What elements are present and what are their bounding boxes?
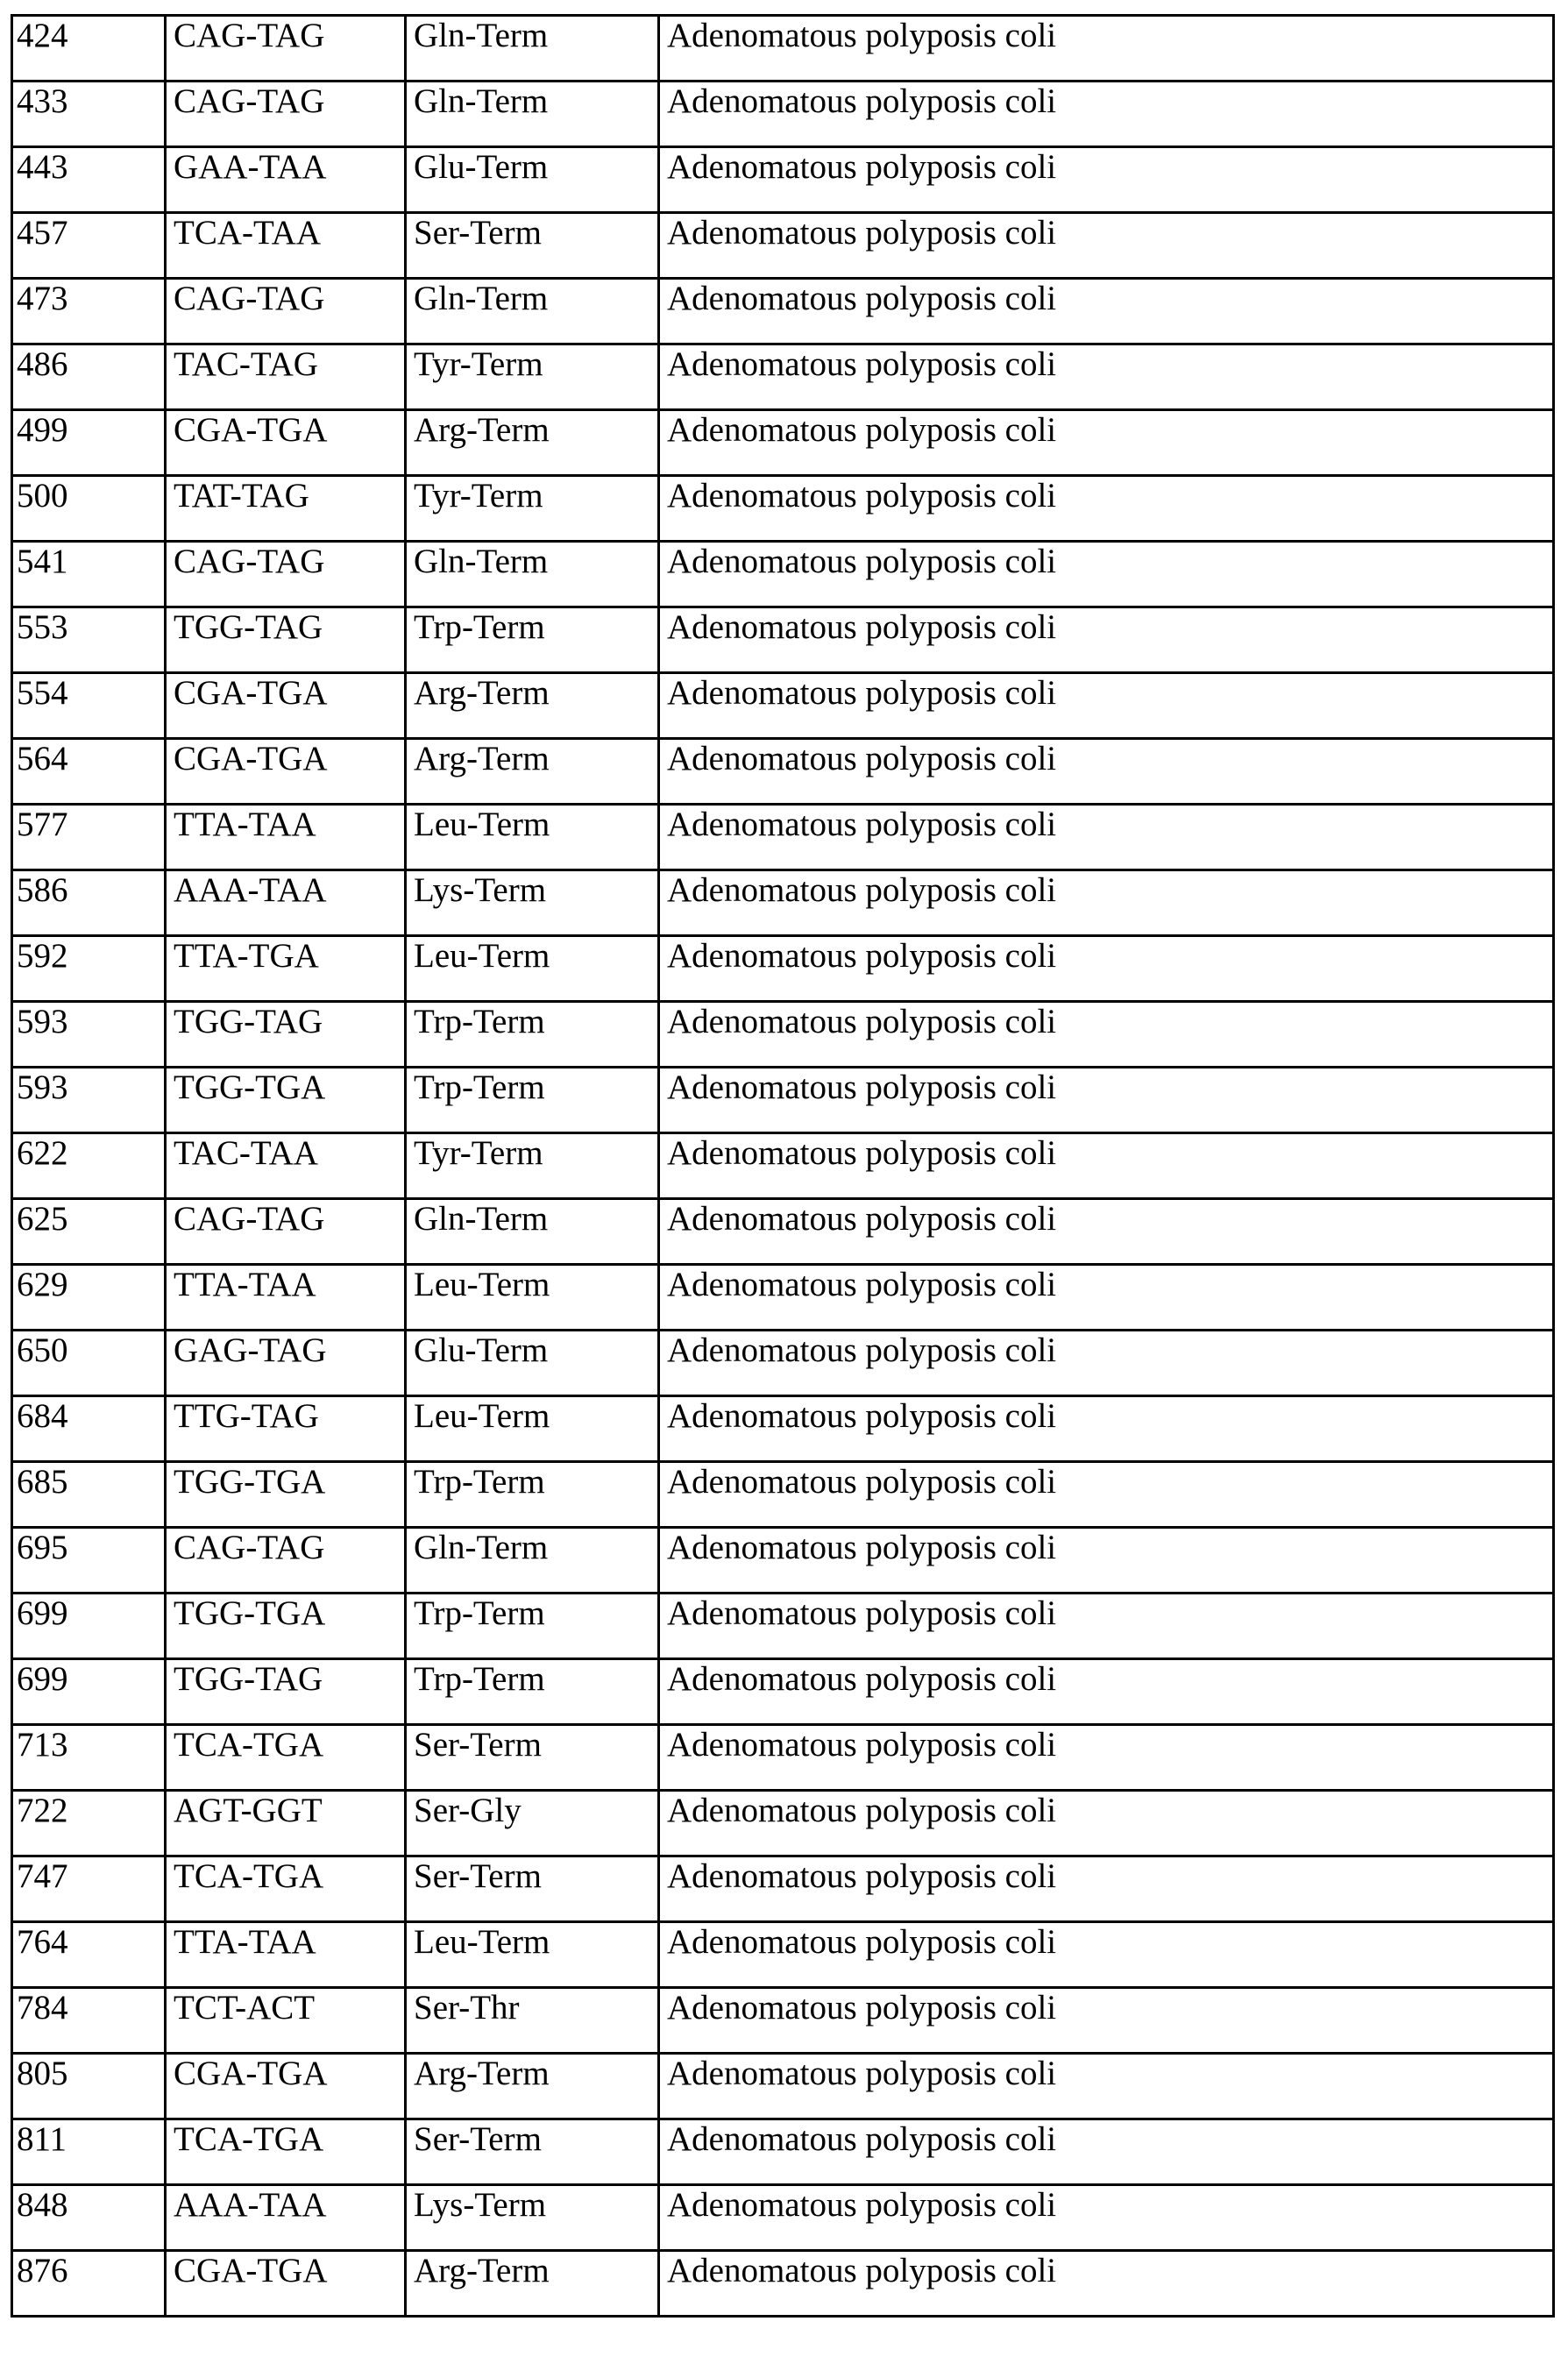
nucleotide-change-cell: TCA-TGA bbox=[166, 2119, 406, 2185]
codon-cell: 541 bbox=[12, 542, 166, 607]
disease-cell: Adenomatous polyposis coli bbox=[659, 1462, 1554, 1528]
codon-cell: 586 bbox=[12, 870, 166, 936]
nucleotide-change-cell: TAC-TAG bbox=[166, 344, 406, 410]
table-row bbox=[12, 2251, 1554, 2317]
amino-acid-change-cell: Tyr-Term bbox=[406, 1133, 659, 1199]
codon-cell: 722 bbox=[12, 1791, 166, 1856]
nucleotide-change-cell: TCA-TGA bbox=[166, 1725, 406, 1791]
table-row bbox=[12, 1462, 1554, 1528]
amino-acid-change-cell: Gln-Term bbox=[406, 1528, 659, 1594]
disease-cell: Adenomatous polyposis coli bbox=[659, 739, 1554, 805]
codon-cell: 699 bbox=[12, 1659, 166, 1725]
codon-cell: 685 bbox=[12, 1462, 166, 1528]
amino-acid-change-cell: Tyr-Term bbox=[406, 476, 659, 542]
codon-cell: 593 bbox=[12, 1002, 166, 1068]
codon-cell: 593 bbox=[12, 1068, 166, 1133]
amino-acid-change-cell: Arg-Term bbox=[406, 2054, 659, 2119]
disease-cell: Adenomatous polyposis coli bbox=[659, 542, 1554, 607]
amino-acid-change-cell: Ser-Thr bbox=[406, 1988, 659, 2054]
codon-cell: 564 bbox=[12, 739, 166, 805]
table-row bbox=[12, 870, 1554, 936]
amino-acid-change-cell: Leu-Term bbox=[406, 1922, 659, 1988]
table-row bbox=[12, 82, 1554, 147]
nucleotide-change-cell: CAG-TAG bbox=[166, 1199, 406, 1265]
nucleotide-change-cell: TGG-TGA bbox=[166, 1462, 406, 1528]
table-row bbox=[12, 1988, 1554, 2054]
table-row bbox=[12, 2119, 1554, 2185]
disease-cell: Adenomatous polyposis coli bbox=[659, 1528, 1554, 1594]
table-row bbox=[12, 673, 1554, 739]
disease-cell: Adenomatous polyposis coli bbox=[659, 805, 1554, 870]
nucleotide-change-cell: TTA-TAA bbox=[166, 1265, 406, 1331]
amino-acid-change-cell: Ser-Term bbox=[406, 213, 659, 279]
table-row bbox=[12, 1856, 1554, 1922]
amino-acid-change-cell: Arg-Term bbox=[406, 673, 659, 739]
table-row bbox=[12, 1068, 1554, 1133]
codon-cell: 805 bbox=[12, 2054, 166, 2119]
amino-acid-change-cell: Trp-Term bbox=[406, 1068, 659, 1133]
table-row bbox=[12, 1659, 1554, 1725]
codon-cell: 499 bbox=[12, 410, 166, 476]
codon-cell: 592 bbox=[12, 936, 166, 1002]
codon-cell: 747 bbox=[12, 1856, 166, 1922]
amino-acid-change-cell: Gln-Term bbox=[406, 279, 659, 344]
table-row bbox=[12, 936, 1554, 1002]
nucleotide-change-cell: CAG-TAG bbox=[166, 82, 406, 147]
nucleotide-change-cell: CAG-TAG bbox=[166, 16, 406, 82]
amino-acid-change-cell: Lys-Term bbox=[406, 870, 659, 936]
disease-cell: Adenomatous polyposis coli bbox=[659, 1856, 1554, 1922]
amino-acid-change-cell: Leu-Term bbox=[406, 805, 659, 870]
table-row bbox=[12, 1133, 1554, 1199]
table-row bbox=[12, 805, 1554, 870]
codon-cell: 486 bbox=[12, 344, 166, 410]
codon-cell: 650 bbox=[12, 1331, 166, 1396]
codon-cell: 577 bbox=[12, 805, 166, 870]
table-row bbox=[12, 2185, 1554, 2251]
nucleotide-change-cell: TCA-TGA bbox=[166, 1856, 406, 1922]
codon-cell: 553 bbox=[12, 607, 166, 673]
codon-cell: 457 bbox=[12, 213, 166, 279]
nucleotide-change-cell: CAG-TAG bbox=[166, 542, 406, 607]
nucleotide-change-cell: CGA-TGA bbox=[166, 2251, 406, 2317]
disease-cell: Adenomatous polyposis coli bbox=[659, 1002, 1554, 1068]
codon-cell: 625 bbox=[12, 1199, 166, 1265]
amino-acid-change-cell: Gln-Term bbox=[406, 542, 659, 607]
amino-acid-change-cell: Trp-Term bbox=[406, 607, 659, 673]
nucleotide-change-cell: CGA-TGA bbox=[166, 2054, 406, 2119]
table-row bbox=[12, 1331, 1554, 1396]
disease-cell: Adenomatous polyposis coli bbox=[659, 1594, 1554, 1659]
nucleotide-change-cell: CGA-TGA bbox=[166, 410, 406, 476]
disease-cell: Adenomatous polyposis coli bbox=[659, 1725, 1554, 1791]
codon-cell: 876 bbox=[12, 2251, 166, 2317]
codon-cell: 622 bbox=[12, 1133, 166, 1199]
nucleotide-change-cell: TGG-TAG bbox=[166, 1002, 406, 1068]
codon-cell: 695 bbox=[12, 1528, 166, 1594]
codon-cell: 684 bbox=[12, 1396, 166, 1462]
nucleotide-change-cell: GAG-TAG bbox=[166, 1331, 406, 1396]
nucleotide-change-cell: TTA-TAA bbox=[166, 1922, 406, 1988]
amino-acid-change-cell: Trp-Term bbox=[406, 1002, 659, 1068]
table-row bbox=[12, 1594, 1554, 1659]
nucleotide-change-cell: CAG-TAG bbox=[166, 1528, 406, 1594]
amino-acid-change-cell: Glu-Term bbox=[406, 147, 659, 213]
mutation-table-body bbox=[12, 16, 1554, 2317]
amino-acid-change-cell: Lys-Term bbox=[406, 2185, 659, 2251]
disease-cell: Adenomatous polyposis coli bbox=[659, 936, 1554, 1002]
amino-acid-change-cell: Ser-Gly bbox=[406, 1791, 659, 1856]
disease-cell: Adenomatous polyposis coli bbox=[659, 410, 1554, 476]
amino-acid-change-cell: Ser-Term bbox=[406, 2119, 659, 2185]
table-row bbox=[12, 1725, 1554, 1791]
disease-cell: Adenomatous polyposis coli bbox=[659, 2119, 1554, 2185]
nucleotide-change-cell: TCA-TAA bbox=[166, 213, 406, 279]
disease-cell: Adenomatous polyposis coli bbox=[659, 1133, 1554, 1199]
amino-acid-change-cell: Glu-Term bbox=[406, 1331, 659, 1396]
nucleotide-change-cell: TGG-TGA bbox=[166, 1068, 406, 1133]
disease-cell: Adenomatous polyposis coli bbox=[659, 213, 1554, 279]
nucleotide-change-cell: TTA-TAA bbox=[166, 805, 406, 870]
disease-cell: Adenomatous polyposis coli bbox=[659, 1988, 1554, 2054]
disease-cell: Adenomatous polyposis coli bbox=[659, 344, 1554, 410]
disease-cell: Adenomatous polyposis coli bbox=[659, 2185, 1554, 2251]
codon-cell: 713 bbox=[12, 1725, 166, 1791]
amino-acid-change-cell: Arg-Term bbox=[406, 410, 659, 476]
codon-cell: 554 bbox=[12, 673, 166, 739]
amino-acid-change-cell: Ser-Term bbox=[406, 1856, 659, 1922]
amino-acid-change-cell: Trp-Term bbox=[406, 1462, 659, 1528]
disease-cell: Adenomatous polyposis coli bbox=[659, 1396, 1554, 1462]
amino-acid-change-cell: Gln-Term bbox=[406, 16, 659, 82]
amino-acid-change-cell: Arg-Term bbox=[406, 739, 659, 805]
disease-cell: Adenomatous polyposis coli bbox=[659, 1068, 1554, 1133]
table-row bbox=[12, 1265, 1554, 1331]
disease-cell: Adenomatous polyposis coli bbox=[659, 1791, 1554, 1856]
disease-cell: Adenomatous polyposis coli bbox=[659, 1331, 1554, 1396]
table-row bbox=[12, 607, 1554, 673]
amino-acid-change-cell: Arg-Term bbox=[406, 2251, 659, 2317]
disease-cell: Adenomatous polyposis coli bbox=[659, 82, 1554, 147]
table-row bbox=[12, 542, 1554, 607]
nucleotide-change-cell: TAC-TAA bbox=[166, 1133, 406, 1199]
amino-acid-change-cell: Gln-Term bbox=[406, 1199, 659, 1265]
table-row bbox=[12, 2054, 1554, 2119]
codon-cell: 433 bbox=[12, 82, 166, 147]
table-row bbox=[12, 1922, 1554, 1988]
nucleotide-change-cell: AGT-GGT bbox=[166, 1791, 406, 1856]
mutation-table bbox=[11, 14, 1555, 2318]
nucleotide-change-cell: AAA-TAA bbox=[166, 870, 406, 936]
amino-acid-change-cell: Leu-Term bbox=[406, 936, 659, 1002]
disease-cell: Adenomatous polyposis coli bbox=[659, 16, 1554, 82]
codon-cell: 473 bbox=[12, 279, 166, 344]
table-row bbox=[12, 1396, 1554, 1462]
codon-cell: 811 bbox=[12, 2119, 166, 2185]
codon-cell: 443 bbox=[12, 147, 166, 213]
disease-cell: Adenomatous polyposis coli bbox=[659, 870, 1554, 936]
codon-cell: 500 bbox=[12, 476, 166, 542]
amino-acid-change-cell: Trp-Term bbox=[406, 1594, 659, 1659]
nucleotide-change-cell: GAA-TAA bbox=[166, 147, 406, 213]
disease-cell: Adenomatous polyposis coli bbox=[659, 1265, 1554, 1331]
disease-cell: Adenomatous polyposis coli bbox=[659, 673, 1554, 739]
codon-cell: 764 bbox=[12, 1922, 166, 1988]
disease-cell: Adenomatous polyposis coli bbox=[659, 607, 1554, 673]
table-row bbox=[12, 1528, 1554, 1594]
amino-acid-change-cell: Ser-Term bbox=[406, 1725, 659, 1791]
table-row bbox=[12, 739, 1554, 805]
codon-cell: 629 bbox=[12, 1265, 166, 1331]
table-row bbox=[12, 1791, 1554, 1856]
disease-cell: Adenomatous polyposis coli bbox=[659, 2251, 1554, 2317]
nucleotide-change-cell: TAT-TAG bbox=[166, 476, 406, 542]
table-row bbox=[12, 213, 1554, 279]
codon-cell: 424 bbox=[12, 16, 166, 82]
amino-acid-change-cell: Tyr-Term bbox=[406, 344, 659, 410]
nucleotide-change-cell: TTA-TGA bbox=[166, 936, 406, 1002]
amino-acid-change-cell: Gln-Term bbox=[406, 82, 659, 147]
codon-cell: 784 bbox=[12, 1988, 166, 2054]
nucleotide-change-cell: CAG-TAG bbox=[166, 279, 406, 344]
nucleotide-change-cell: TGG-TAG bbox=[166, 1659, 406, 1725]
table-row bbox=[12, 1002, 1554, 1068]
amino-acid-change-cell: Leu-Term bbox=[406, 1265, 659, 1331]
disease-cell: Adenomatous polyposis coli bbox=[659, 1199, 1554, 1265]
table-row bbox=[12, 476, 1554, 542]
nucleotide-change-cell: TGG-TAG bbox=[166, 607, 406, 673]
nucleotide-change-cell: CGA-TGA bbox=[166, 673, 406, 739]
nucleotide-change-cell: TTG-TAG bbox=[166, 1396, 406, 1462]
nucleotide-change-cell: AAA-TAA bbox=[166, 2185, 406, 2251]
disease-cell: Adenomatous polyposis coli bbox=[659, 279, 1554, 344]
amino-acid-change-cell: Leu-Term bbox=[406, 1396, 659, 1462]
table-row bbox=[12, 147, 1554, 213]
nucleotide-change-cell: TGG-TGA bbox=[166, 1594, 406, 1659]
table-row bbox=[12, 344, 1554, 410]
table-row bbox=[12, 16, 1554, 82]
table-row bbox=[12, 1199, 1554, 1265]
disease-cell: Adenomatous polyposis coli bbox=[659, 147, 1554, 213]
disease-cell: Adenomatous polyposis coli bbox=[659, 476, 1554, 542]
disease-cell: Adenomatous polyposis coli bbox=[659, 1659, 1554, 1725]
codon-cell: 848 bbox=[12, 2185, 166, 2251]
amino-acid-change-cell: Trp-Term bbox=[406, 1659, 659, 1725]
table-row bbox=[12, 279, 1554, 344]
codon-cell: 699 bbox=[12, 1594, 166, 1659]
table-row bbox=[12, 410, 1554, 476]
disease-cell: Adenomatous polyposis coli bbox=[659, 2054, 1554, 2119]
disease-cell: Adenomatous polyposis coli bbox=[659, 1922, 1554, 1988]
nucleotide-change-cell: TCT-ACT bbox=[166, 1988, 406, 2054]
nucleotide-change-cell: CGA-TGA bbox=[166, 739, 406, 805]
